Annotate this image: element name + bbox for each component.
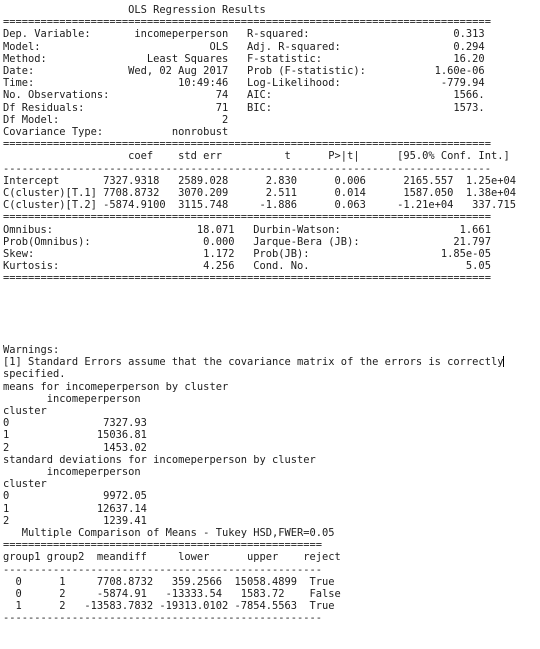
console-lines-before-warning: Warnings: (3, 344, 60, 356)
ols-regression-results: OLS Regression Results ============================================================================== Dep. Variable: incomeperperson R-squared: 0.313 Model: OLS Adj. R-squared: 0.294 Method: Least Squares F-statistic: 16.20 Date: Wed, 02 Aug 2017 Prob (F-statistic): 1.60e-06 Time: 10:49:46 Log-Likelihood: -779.94 No. Observations: 74 AIC: 1566. Df Residuals: 71 BIC: 1573. Df Model: 2 Covariance Type: nonrobust ============================================================================== coef std err t P>|t| [95.0% Conf. Int.] ------------------------------------------------------------------------------ Intercept 7327.9318 2589.028 2.830 0.006 2165.557 1.25e+04 C(cluster)[T.1] 7708.8732 3070.209 2.511 0.014 1587.050 1.38e+04 C(cluster)[T.2] -5874.9100 3115.748 -1.886 0.063 -1.21e+04 337.715 ============================================================================== Omnibus: 18.071 Durbin-Watson: 1.661 Prob(Omnibus): 0.000 Jarque-Bera (JB): 21.797 Skew: 1.172 Prob(JB): 1.85e-05 Kurtosis: 4.256 Cond. No. 5.05 ============================================================================== (3, 4, 516, 285)
console-text-output (3, 344, 504, 625)
text-cursor (503, 356, 504, 367)
console-lines-after-warning: specified. means for incomeperperson by cluster incomeperperson cluster 0 7327.93 1 15036.81 2 1453.02 standard deviations for incomeperperson by cluster incomeperperson cluster 0 9972.05 1 12637.14 2 1239.41 Multiple Comparison of Means - Tukey HSD,FWER=0.05 =================================================== group1 group2 meandiff lower upper reject --------------------------------------------------- 0 1 7708.8732 359.2566 15058.4899 True 0 2 -5874.91 -13333.54 1583.72 False 1 2 -13583.7832 -19313.0102 -7854.5563 True --------------------------------------------------- (3, 368, 341, 625)
warning-line: [1] Standard Errors assume that the covariance matrix of the errors is correctly (3, 356, 504, 369)
